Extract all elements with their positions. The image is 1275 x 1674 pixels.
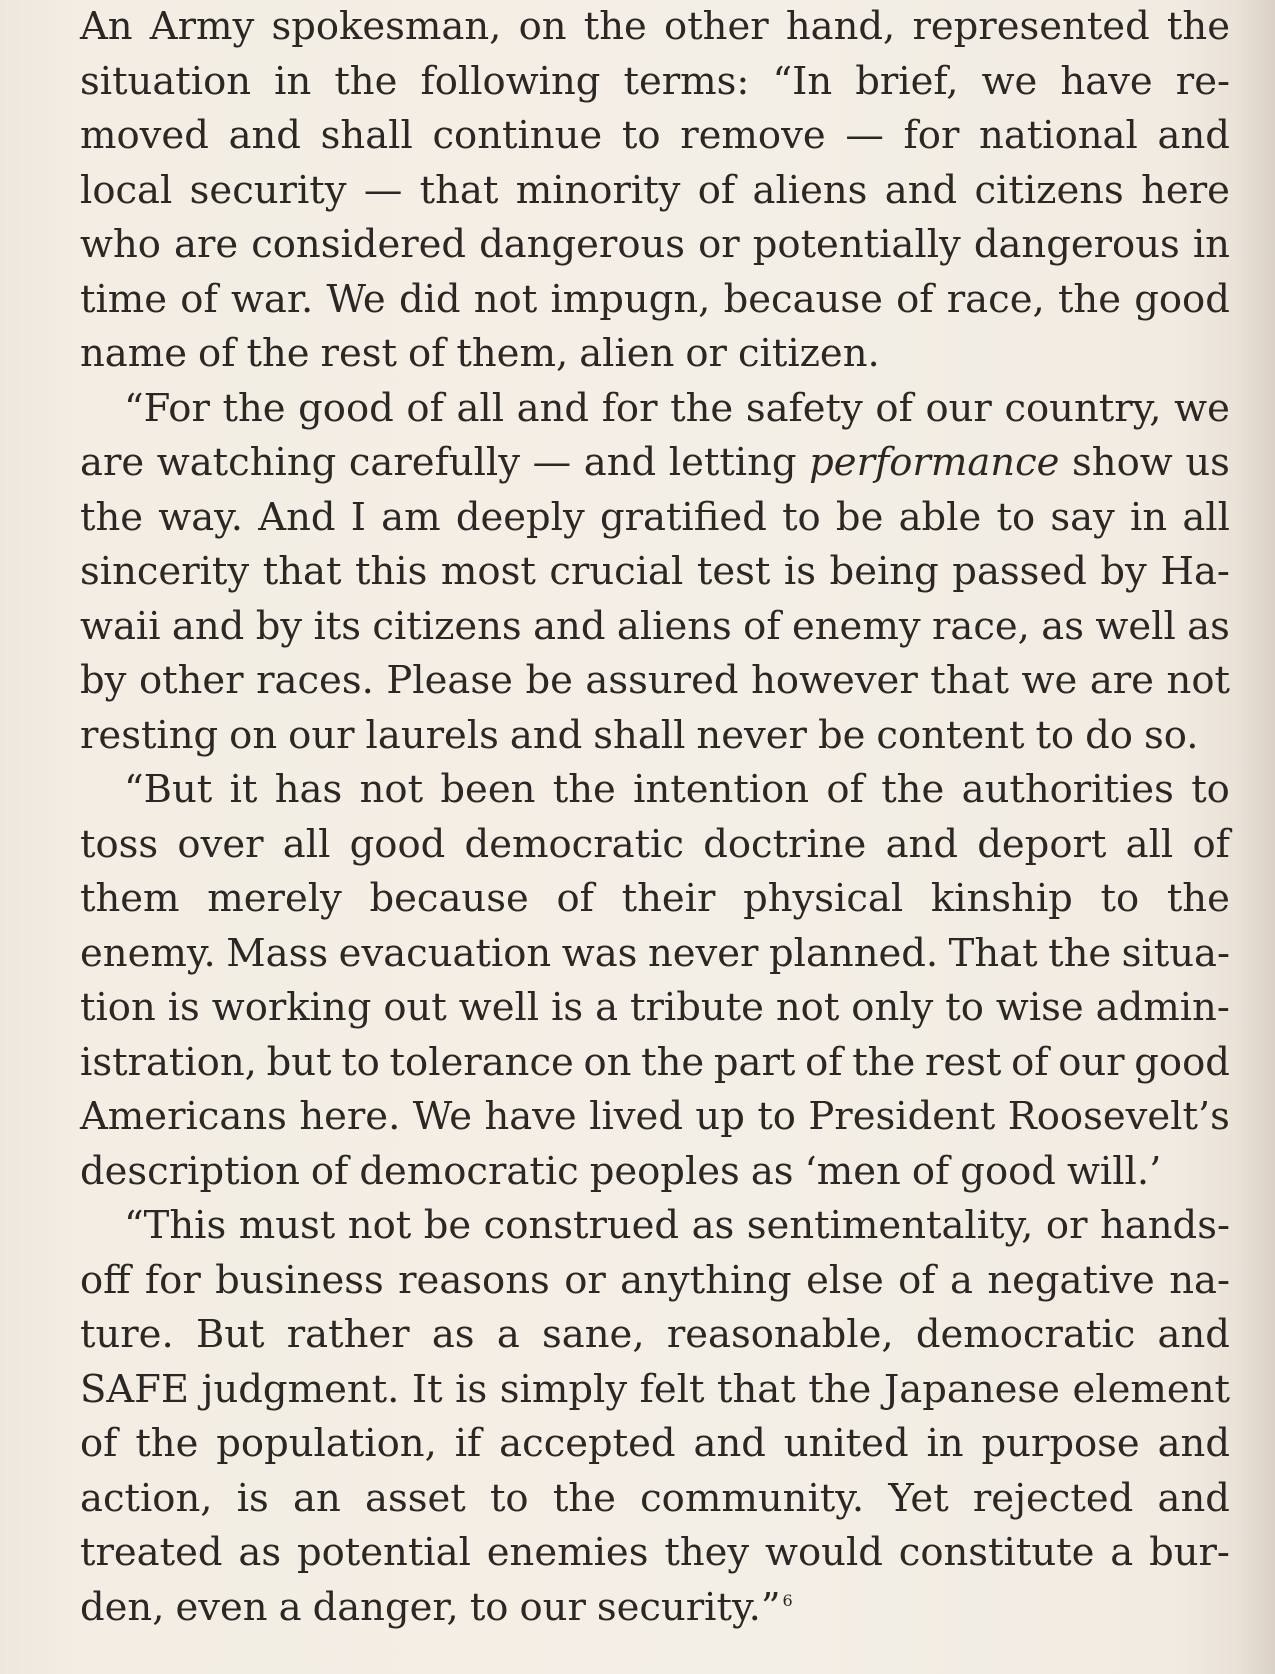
text-line: den, even a danger, to our security.” $^6$ bbox=[80, 1584, 793, 1630]
paragraph bbox=[80, 1199, 1230, 1635]
text-line: enemy. Mass evacuation was never planned. That the situa- bbox=[80, 930, 1230, 976]
text-line: Americans here. We have lived up to President Roosevelt’s bbox=[80, 1094, 1230, 1139]
page-edge-shadow bbox=[1235, 0, 1275, 1674]
text-line: resting on our laurels and shall never be content to do so. bbox=[80, 712, 1199, 758]
text-line: ture. But rather as a sane, reasonable, democratic and bbox=[80, 1312, 1230, 1357]
text-line: tion is working out well is a tribute not only to wise admin- bbox=[80, 985, 1230, 1030]
text-line: local security — that minority of aliens and citizens here bbox=[80, 167, 1230, 213]
text-line: “But it has not been the intention of the authorities to bbox=[124, 767, 1230, 812]
text-line: waii and by its citizens and aliens of enemy race, as well as bbox=[80, 603, 1230, 649]
text-line: toss over all good democratic doctrine and deport all of bbox=[80, 821, 1230, 867]
text-line: who are considered dangerous or potentially dangerous in bbox=[80, 222, 1230, 267]
text-line: the way. And I am deeply gratified to be able to say in all bbox=[80, 494, 1230, 540]
text-line: situation in the following terms: “In brief, we have re- bbox=[80, 58, 1230, 104]
text-line: description of democratic peoples as ‘men of good will.’ bbox=[80, 1148, 1162, 1194]
text-line: of the population, if accepted and united in purpose and bbox=[80, 1421, 1230, 1466]
text-line: “This must not be construed as sentimentality, or hands- bbox=[124, 1203, 1230, 1248]
footnote-marker: 6 bbox=[782, 1590, 793, 1610]
text-line: action, is an asset to the community. Yet rejected and bbox=[80, 1475, 1230, 1521]
text-line: “For the good of all and for the safety of our country, we bbox=[124, 385, 1230, 431]
text-line: are watching carefully — and letting performance show us bbox=[80, 440, 1230, 485]
text-line: treated as potential enemies they would constitute a bur- bbox=[80, 1530, 1230, 1575]
body-text bbox=[80, 0, 1230, 1635]
text-line: An Army spokesman, on the other hand, represented the bbox=[80, 4, 1230, 49]
paragraph bbox=[80, 763, 1230, 1199]
text-line: SAFE judgment. It is simply felt that the Japanese element bbox=[80, 1366, 1230, 1412]
text-line: name of the rest of them, alien or citizen. bbox=[80, 331, 880, 376]
text-line: off for business reasons or anything else of a negative na- bbox=[80, 1257, 1230, 1303]
text-line: sincerity that this most crucial test is being passed by Ha- bbox=[80, 549, 1230, 594]
text-line: time of war. We did not impugn, because of race, the good bbox=[80, 276, 1230, 322]
text-line: istration, but to tolerance on the part of the rest of our good bbox=[80, 1039, 1230, 1085]
text-line: by other races. Please be assured however that we are not bbox=[80, 658, 1230, 703]
text-line: them merely because of their physical kinship to the bbox=[80, 876, 1230, 921]
paragraph bbox=[80, 382, 1230, 764]
text-line: moved and shall continue to remove — for national and bbox=[80, 113, 1230, 158]
paragraph bbox=[80, 0, 1230, 382]
